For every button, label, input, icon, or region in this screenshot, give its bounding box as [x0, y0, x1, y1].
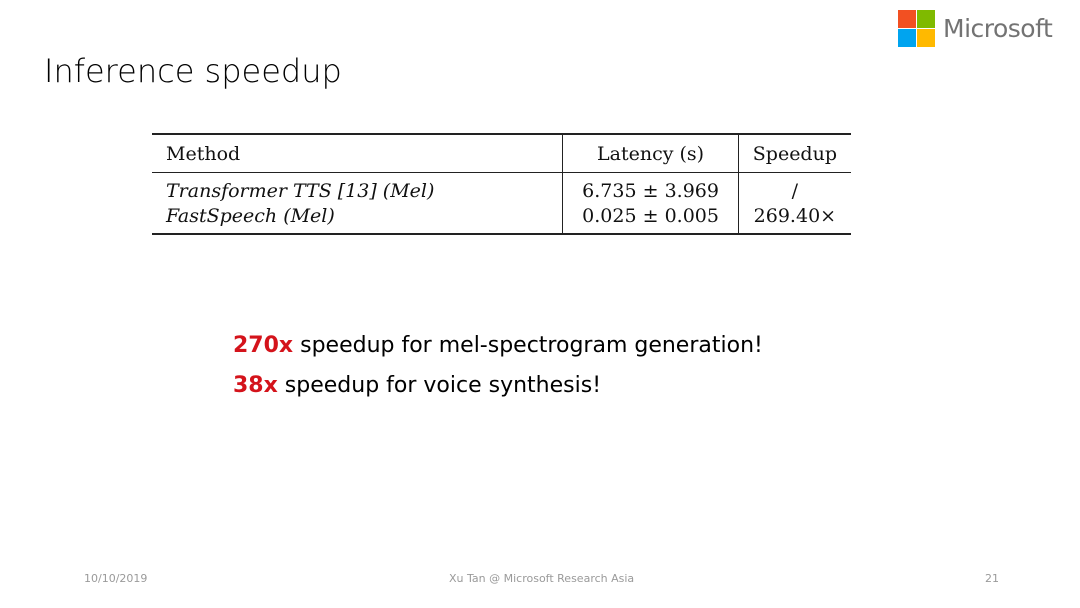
footer-date: 10/10/2019: [84, 572, 148, 585]
column-header-latency: Latency (s): [563, 134, 738, 173]
table-header-row: [152, 134, 851, 173]
microsoft-logo-icon: [898, 10, 935, 47]
results-table: [152, 133, 851, 235]
cell-latency: 0.025 ± 0.005: [563, 203, 738, 234]
cell-speedup: /: [738, 173, 851, 204]
cell-latency: 6.735 ± 3.969: [563, 173, 738, 204]
logo-square-blue: [898, 29, 916, 47]
cell-method: FastSpeech (Mel): [152, 203, 563, 234]
cell-speedup: 269.40×: [738, 203, 851, 234]
note-line-voice: [233, 370, 763, 410]
table-row: [152, 203, 851, 234]
logo-square-red: [898, 10, 916, 28]
note-emphasis: 270x: [233, 333, 294, 358]
speedup-notes: [233, 330, 763, 410]
note-text: speedup for mel-spectrogram generation!: [293, 333, 763, 358]
microsoft-logo: [898, 9, 1073, 47]
slide-title: Inference speedup: [44, 52, 342, 90]
note-text: speedup for voice synthesis!: [277, 373, 602, 398]
table-row: [152, 173, 851, 204]
footer-page-number: 21: [985, 572, 999, 585]
column-header-method: Method: [152, 134, 563, 173]
cell-method: Transformer TTS [13] (Mel): [166, 179, 435, 202]
note-line-mel: [233, 330, 763, 370]
logo-square-yellow: [917, 29, 935, 47]
note-emphasis: 38x: [233, 373, 278, 398]
logo-text: Microsoft: [943, 13, 1053, 43]
logo-square-green: [917, 10, 935, 28]
column-header-speedup: Speedup: [738, 134, 851, 173]
footer-author: Xu Tan @ Microsoft Research Asia: [449, 572, 635, 585]
